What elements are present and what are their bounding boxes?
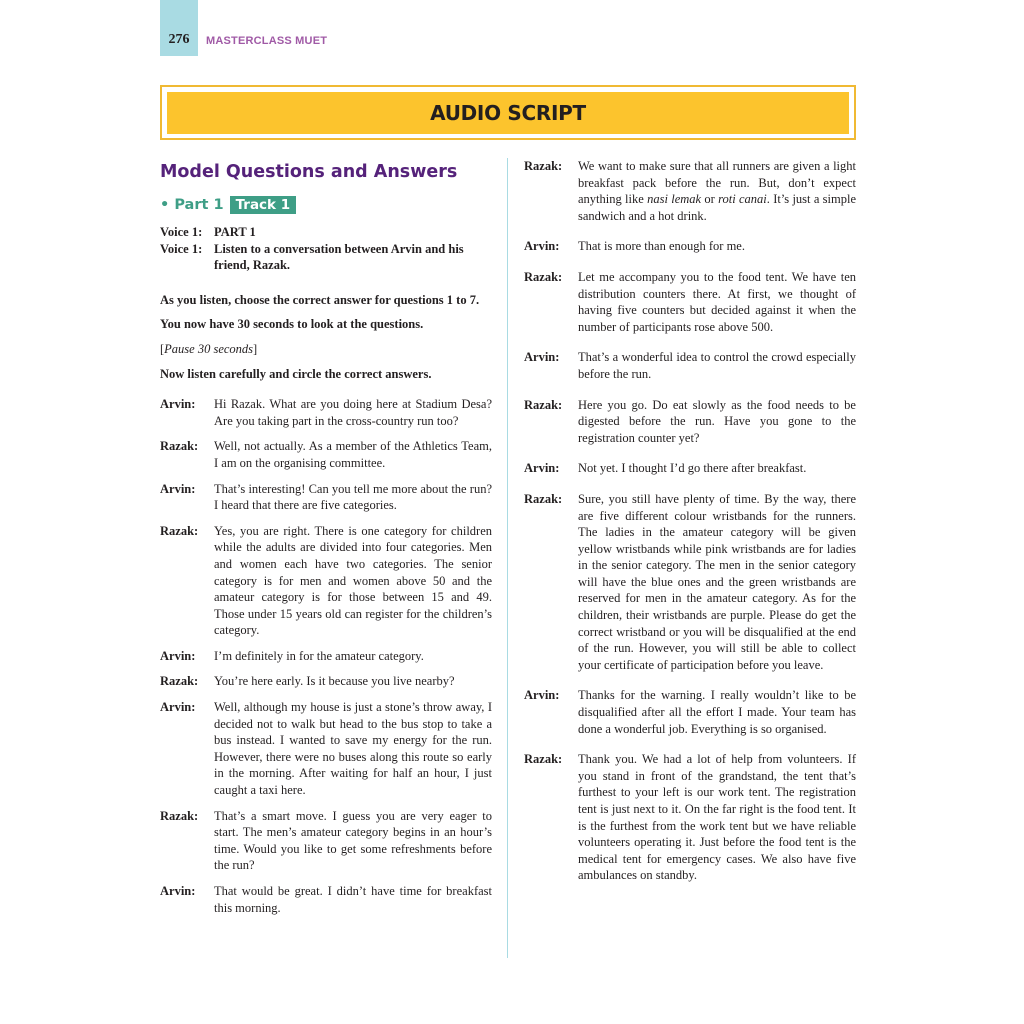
dialogue-line <box>160 396 492 429</box>
voice-line-2 <box>160 241 492 274</box>
line: You’re here early. Is it because you live nearby? <box>214 674 455 689</box>
speaker: Razak: <box>524 491 563 506</box>
track-badge: Track 1 <box>230 196 297 214</box>
dialogue-line <box>524 238 856 255</box>
column-divider <box>507 158 508 958</box>
audio-script-banner <box>167 92 849 134</box>
voice-text: Listen to a conversation between Arvin and his friend, Razak. <box>214 241 464 273</box>
speaker: Arvin: <box>160 397 196 412</box>
dialogue-line <box>160 673 492 690</box>
pause-note <box>160 341 492 358</box>
dialogue-line <box>160 481 492 514</box>
line-italic: roti canai <box>718 192 767 207</box>
line: I’m definitely in for the amateur category. <box>214 648 424 663</box>
line: Well, not actually. As a member of the Athletics Team, I am on the organising committee. <box>214 439 492 470</box>
dialogue-line <box>524 751 856 884</box>
speaker: Razak: <box>524 397 563 412</box>
speaker: Razak: <box>160 674 199 689</box>
left-column <box>160 158 492 916</box>
dialogue-line <box>524 460 856 477</box>
dialogue-line <box>524 397 856 447</box>
line: That would be great. I didn’t have time for breakfast this morning. <box>214 884 492 915</box>
dialogue-line <box>524 687 856 737</box>
line: Let me accompany you to the food tent. We have ten distribution counters there. At first, we thought of having five counters but decided against it when the number of participants rose above 500. <box>578 269 856 334</box>
dialogue-line <box>524 269 856 335</box>
instruction-3: Now listen carefully and circle the correct answers. <box>160 366 432 381</box>
dialogue-line <box>160 648 492 665</box>
dialogue-line <box>160 438 492 471</box>
speaker: Razak: <box>524 269 563 284</box>
left-dialogue <box>160 396 492 916</box>
pause-text: Pause 30 seconds <box>164 341 254 356</box>
voice-line-1 <box>160 224 492 241</box>
line: Sure, you still have plenty of time. By the way, there are five different colour wristbands for the runners. The ladies in the amateur category will be given yellow wristbands while pink wristbands are for ladies in the senior category. The men in the senior category will have the blue ones and the green wristbands are reserved for men in the amateur category. As for the children, their wristbands are purple. Please do get the correct wristband or you will be disqualified at the end of the run. However, you will still be able to collect your certificate of participation before you leave. <box>578 491 856 672</box>
instruction-1: As you listen, choose the correct answer for questions 1 to 7. <box>160 292 480 307</box>
speaker: Arvin: <box>524 239 560 254</box>
line: That is more than enough for me. <box>578 239 745 254</box>
speaker: Arvin: <box>160 884 196 898</box>
line-part: . It’s just a simple sandwich and a hot drink. <box>578 192 856 223</box>
speaker: Arvin: <box>160 481 196 496</box>
speaker: Razak: <box>524 752 563 767</box>
dialogue-line <box>160 883 492 916</box>
voice-label: Voice 1: <box>160 241 203 256</box>
instruction-2: You now have 30 seconds to look at the questions. <box>160 317 424 332</box>
dialogue-line <box>160 808 492 874</box>
banner-title: AUDIO SCRIPT <box>430 101 586 125</box>
dialogue-line <box>160 699 492 799</box>
line: Yes, you are right. There is one category for children while the adults are divided into four categories. Men and women each have two categories. The senior category is for men and women above 50 and the amateur category is for those between 15 and 49. Those under 15 years old can register for the children’s category. <box>214 523 492 638</box>
line-part: We want to make sure that all runners are given a light breakfast pack before the run. But, don’t expect anything like <box>578 159 856 207</box>
speaker: Arvin: <box>524 461 560 476</box>
part-label: • Part 1 <box>160 197 224 213</box>
pause-close: ] <box>253 341 258 356</box>
line: That’s a wonderful idea to control the crowd especially before the run. <box>578 350 856 381</box>
speaker: Arvin: <box>524 688 560 703</box>
line: Thank you. We had a lot of help from volunteers. If you stand in front of the grandstand, the tent that’s furthest to your left is our work tent. The registration tent is just next to it. On the far right is the food tent. It is the furthest from the work tent but we have reliable volunteers operating it. Just before the food tent is the medical tent for emergency cases. We also have five ambulances on standby. <box>578 752 856 883</box>
line-italic: nasi lemak <box>647 192 702 207</box>
line: Well, although my house is just a stone’s throw away, I decided not to walk but head to the bus stop to take a bus instead. I wanted to save my energy for the run. However, there were no buses along this route so early in the morning. After waiting for half an hour, I just caught a taxi here. <box>214 700 492 798</box>
voice-text: PART 1 <box>214 225 256 239</box>
section-heading: Model Questions and Answers <box>160 162 458 182</box>
speaker: Razak: <box>160 808 199 823</box>
line: Hi Razak. What are you doing here at Stadium Desa? Are you taking part in the cross-country run too? <box>214 397 492 428</box>
pause-open: [ <box>160 341 165 356</box>
line: Not yet. I thought I’d go there after breakfast. <box>578 461 807 476</box>
book-title: MASTERCLASS MUET <box>206 35 328 47</box>
speaker: Arvin: <box>160 648 196 663</box>
dialogue-line <box>524 158 856 224</box>
dialogue-line <box>524 349 856 382</box>
line: That’s interesting! Can you tell me more about the run? I heard that there are five categories. <box>214 481 492 513</box>
dialogue-line <box>160 523 492 639</box>
speaker: Razak: <box>524 159 563 173</box>
line-part: or <box>701 192 719 207</box>
speaker: Razak: <box>160 439 199 454</box>
line <box>578 158 856 224</box>
voice-label: Voice 1: <box>160 225 203 239</box>
part-line <box>160 196 492 214</box>
speaker: Arvin: <box>160 700 196 715</box>
speaker: Arvin: <box>524 350 560 365</box>
line: Here you go. Do eat slowly as the food needs to be digested before the run. Have you gone to the registration counter yet? <box>578 397 856 445</box>
line: Thanks for the warning. I really wouldn’t like to be disqualified after all the effort I made. Your team has done a wonderful job. Everything is so organised. <box>578 688 856 736</box>
speaker: Razak: <box>160 523 199 538</box>
page-number: 276 <box>168 32 190 47</box>
line: That’s a smart move. I guess you are very eager to start. The men’s amateur category begins in an hour’s time. Would you like to get some refreshments before the run? <box>214 808 492 873</box>
right-column <box>524 158 856 884</box>
dialogue-line <box>524 491 856 674</box>
